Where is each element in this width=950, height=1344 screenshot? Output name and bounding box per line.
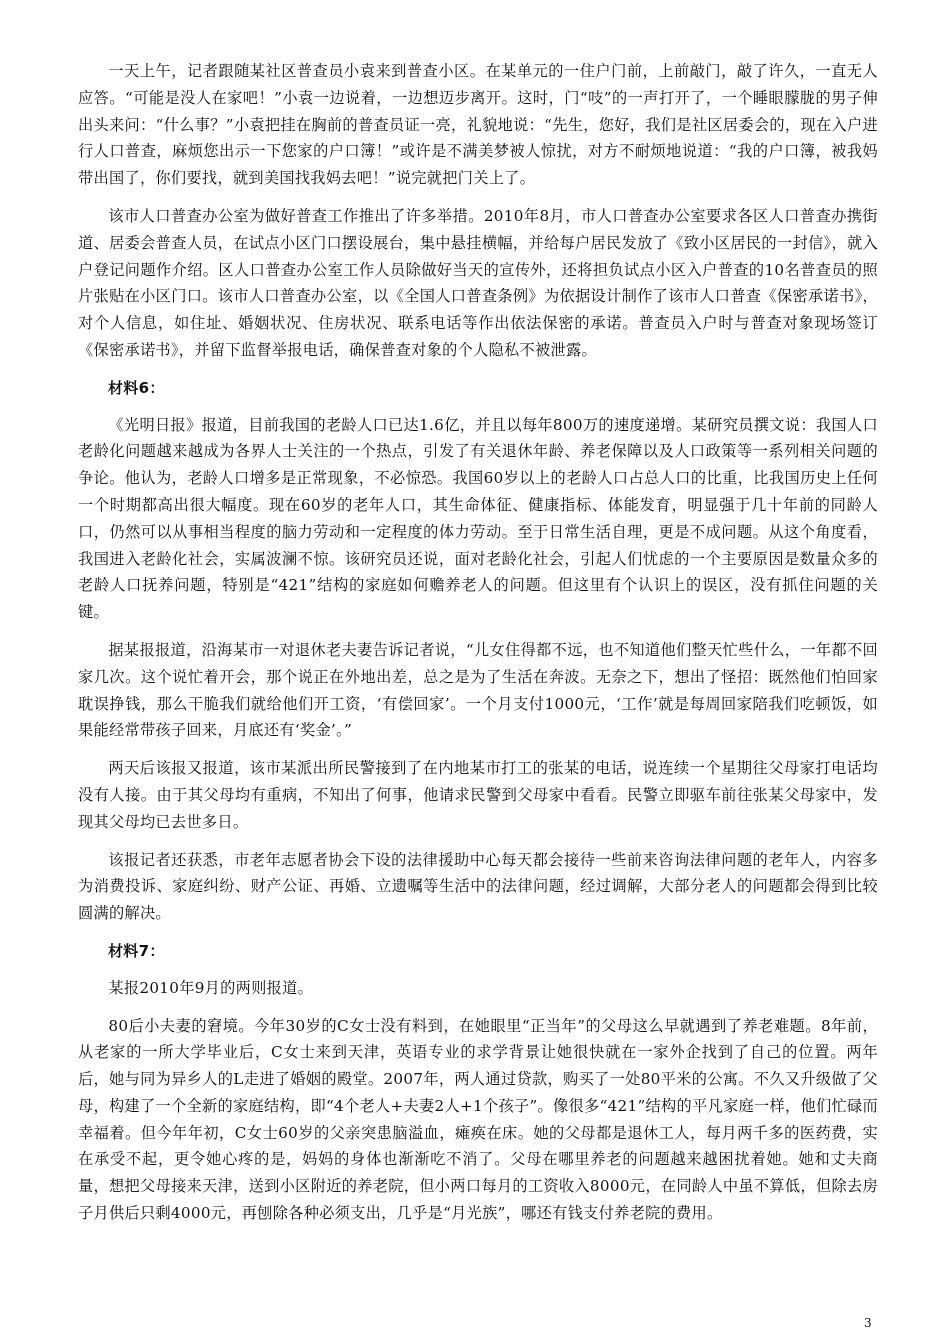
heading-material-7: 材料7：	[108, 941, 165, 960]
paragraph-couple-dilemma: 80后小夫妻的窘境。今年30岁的C女士没有料到，在她眼里“正当年”的父母这么早就遇到了养老难题。8年前，从老家的一所大学毕业后，C女士来到天津，英语专业的求学背景让她很快就在一家外企找到了自己的位置。两年后，她与同为异乡人的L走进了婚姻的殿堂。2007年，两人通过贷款，购买了一处80平米的公寓。不久又升级做了父母，构建了一个全新的家庭结构，即“4个老人+夫妻2人+1个孩子”。像很多“421”结构的平凡家庭一样，他们忙碌而幸福着。但今年年初，C女士60岁的父亲突患脑溢血，瘫痪在床。她的父母都是退休工人，每月两千多的医药费，实在承受不起，更令她心疼的是，妈妈的身体也渐渐吃不消了。父母在哪里养老的问题越来越困扰着她。她和丈夫商量，想把父母接来天津，送到小区附近的养老院，但小两口每月的工资收入8000元，在同龄人中虽不算低，但除去房子月供后只剩4000元，再刨除各种必须支出，几乎是“月光族”，哪还有钱支付养老院的费用。	[78, 1016, 878, 1223]
paragraph-police-report: 两天后该报又报道，该市某派出所民警接到了在内地某市打工的张某的电话，说连续一个星期往父母家打电话均没有人接。由于其父母均有重病，不知出了何事，他请求民警到父母家中看看。民警立即驱车前往张某父母家中，发现其父母均已去世多日。	[78, 759, 878, 831]
paragraph-legal-aid: 该报记者还获悉，市老年志愿者协会下设的法律援助中心每天都会接待一些前来咨询法律问题的老年人，内容多为消费投诉、家庭纠纷、财产公证、再婚、立遗嘱等生活中的法律问题，经过调解，大部分老人的问题都会得到比较圆满的解决。	[78, 850, 878, 923]
document-body	[78, 58, 878, 1238]
paragraph-paid-visits: 据某报报道，沿海某市一对退休老夫妻告诉记者说，“儿女住得都不远，也不知道他们整天忙些什么，一年都不回家几次。这个说忙着开会，那个说正在外地出差，总之是为了生活在奔波。无奈之下，想出了怪招：既然他们怕回家耽误挣钱，那么干脆我们就给他们开工资，‘有偿回家’。一个月支付1000元，‘工作’就是每周回家陪我们吃顿饭，如果能经常带孩子回来，月底还有‘奖金’。”	[78, 640, 878, 740]
paragraph-interview: 一天上午，记者跟随某社区普查员小袁来到普查小区。在某单元的一住户门前，上前敲门，敲了许久，一直无人应答。“可能是没人在家吧！”小袁一边说着，一边想迈步离开。这时，门“吱”的一声打开了，一个睡眼朦胧的男子伸出头来问：“什么事？”小袁把挂在胸前的普查员证一亮，礼貌地说：“先生，您好，我们是社区居委会的，现在入户进行人口普查，麻烦您出示一下您家的户口簿！”或许是不满美梦被人惊扰，对方不耐烦地说道：“我的户口簿，被我妈带出国了，你们要找，就到美国找我妈去吧！”说完就把门关上了。	[78, 62, 878, 188]
paragraph-two-reports: 某报2010年9月的两则报道。	[108, 978, 314, 997]
page-number: 3	[864, 1316, 872, 1330]
heading-material-6: 材料6：	[108, 378, 165, 397]
paragraph-census-measures: 该市人口普查办公室为做好普查工作推出了许多举措。2010年8月，市人口普查办公室要求各区人口普查办携街道、居委会普查人员，在试点小区门口摆设展台，集中悬挂横幅，并给每户居民发放了《致小区居民的一封信》，就入户登记问题作介绍。区人口普查办公室工作人员除做好当天的宣传外，还将担负试点小区入户普查的10名普查员的照片张贴在小区门口。该市人口普查办公室，以《全国人口普查条例》为依据设计制作了该市人口普查《保密承诺书》，对个人信息，如住址、婚姻状况、住房状况、联系电话等作出依法保密的承诺。普查员入户时与普查对象现场签订《保密承诺书》，并留下监督举报电话，确保普查对象的个人隐私不被泄露。	[78, 206, 878, 359]
paragraph-aging-report: 《光明日报》报道，目前我国的老龄人口已达1.6亿，并且以每年800万的速度递增。某研究员撰文说：我国人口老龄化问题越来越成为各界人士关注的一个热点，引发了有关退休年龄、养老保障以及人口政策等一系列相关问题的争论。他认为，老龄人口增多是正常现象，不必惊恐。我国60岁以上的老龄人口占总人口的比重，比我国历史上任何一个时期都高出很大幅度。现在60岁的老年人口，其生命体征、健康指标、体能发育，明显强于几十年前的同龄人口，仍然可以从事相当程度的脑力劳动和一定程度的体力劳动。至于日常生活自理，更是不成问题。从这个角度看，我国进入老龄化社会，实属波澜不惊。该研究员还说，面对老龄化社会，引起人们忧虑的一个主要原因是数量众多的老龄人口抚养问题，特别是“421”结构的家庭如何赡养老人的问题。但这里有个认识上的误区，没有抓住问题的关键。	[78, 415, 878, 622]
